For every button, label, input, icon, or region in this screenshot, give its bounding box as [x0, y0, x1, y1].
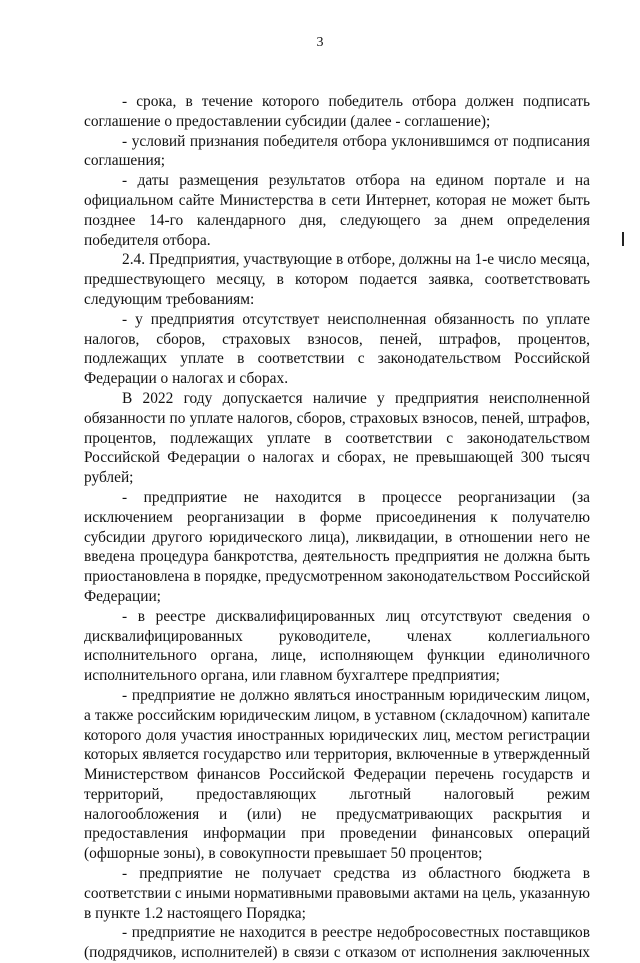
paragraph-no-tax-debt: - у предприятия отсутствует неисполненная обязанность по уплате налогов, сборов, страховых взносов, пеней, штрафов, процентов, подлежащих уплате в соответствии с законодательством Российской Федерации о налогах и сборах.	[84, 310, 590, 388]
paragraph-no-reorganization: - предприятие не находится в процессе реорганизации (за исключением реорганизации в форме присоединения к получателю субсидии другого юридического лица), ликвидации, в отношении него не введена процедура банкротства, деятельность предприятия не должна быть приостановлена в порядке, предусмотренном законодательством Российской Федерации;	[84, 488, 590, 605]
paragraph-no-regional-budget-funds: - предприятие не получает средства из областного бюджета в соответствии с иными нормативными правовыми актами на цель, указанную в пункте 1.2 настоящего Порядка;	[84, 865, 590, 922]
margin-mark	[622, 232, 624, 246]
paragraph-evasion-conditions: - условий признания победителя отбора уклонившимся от подписания соглашения;	[84, 132, 590, 170]
paragraph-2022-debt-allowance: В 2022 году допускается наличие у предприятия неисполненной обязанности по уплате налогов, сборов, страховых взносов, пеней, штрафов, процентов, подлежащих уплате в соответствии с законодательством Российской Федерации о налогах и сборах, не превышающей 300 тысяч рублей;	[84, 389, 590, 487]
paragraph-signing-deadline: - срока, в течение которого победитель отбора должен подписать соглашение о предоставлении субсидии (далее - соглашение);	[84, 93, 590, 130]
paragraph-section-2-4: 2.4. Предприятия, участвующие в отборе, должны на 1-е число месяца, предшествующего месяцу, в котором подается заявка, соответствовать следующим требованиям:	[84, 251, 590, 308]
paragraph-disqualified-persons: - в реестре дисквалифицированных лиц отсутствуют сведения о дисквалифицированных руководителе, членах коллегиального исполнительного органа, лице, исполняющем функции единоличного исполнительного органа, или главном бухгалтере предприятия;	[84, 607, 590, 685]
paragraph-foreign-entity: - предприятие не должно являться иностранным юридическим лицом, а также российским юридическим лицом, в уставном (складочном) капитале которого доля участия иностранных юридических лиц, местом регистрации которых является государство или территория, включенные в утвержденный Министерством финансов Российской Федерации перечень государств и территорий, предоставляющих льготный налоговый режим налогообложения и (или) не предусматривающих раскрытия и предоставления информации при проведении финансовых операций (офшорные зоны), в совокупности превышает 50 процентов;	[84, 686, 590, 863]
document-body	[84, 92, 590, 963]
page-number: 3	[316, 35, 324, 50]
paragraph-results-publication-date: - даты размещения результатов отбора на едином портале и на официальном сайте Министерства в сети Интернет, которая не может быть позднее 14-го календарного дня, следующего за днем определения победителя отбора.	[84, 172, 590, 249]
paragraph-unfair-suppliers-registry: - предприятие не находится в реестре недобросовестных поставщиков (подрядчиков, исполнителей) в связи с отказом от исполнения заключенных	[84, 924, 590, 962]
